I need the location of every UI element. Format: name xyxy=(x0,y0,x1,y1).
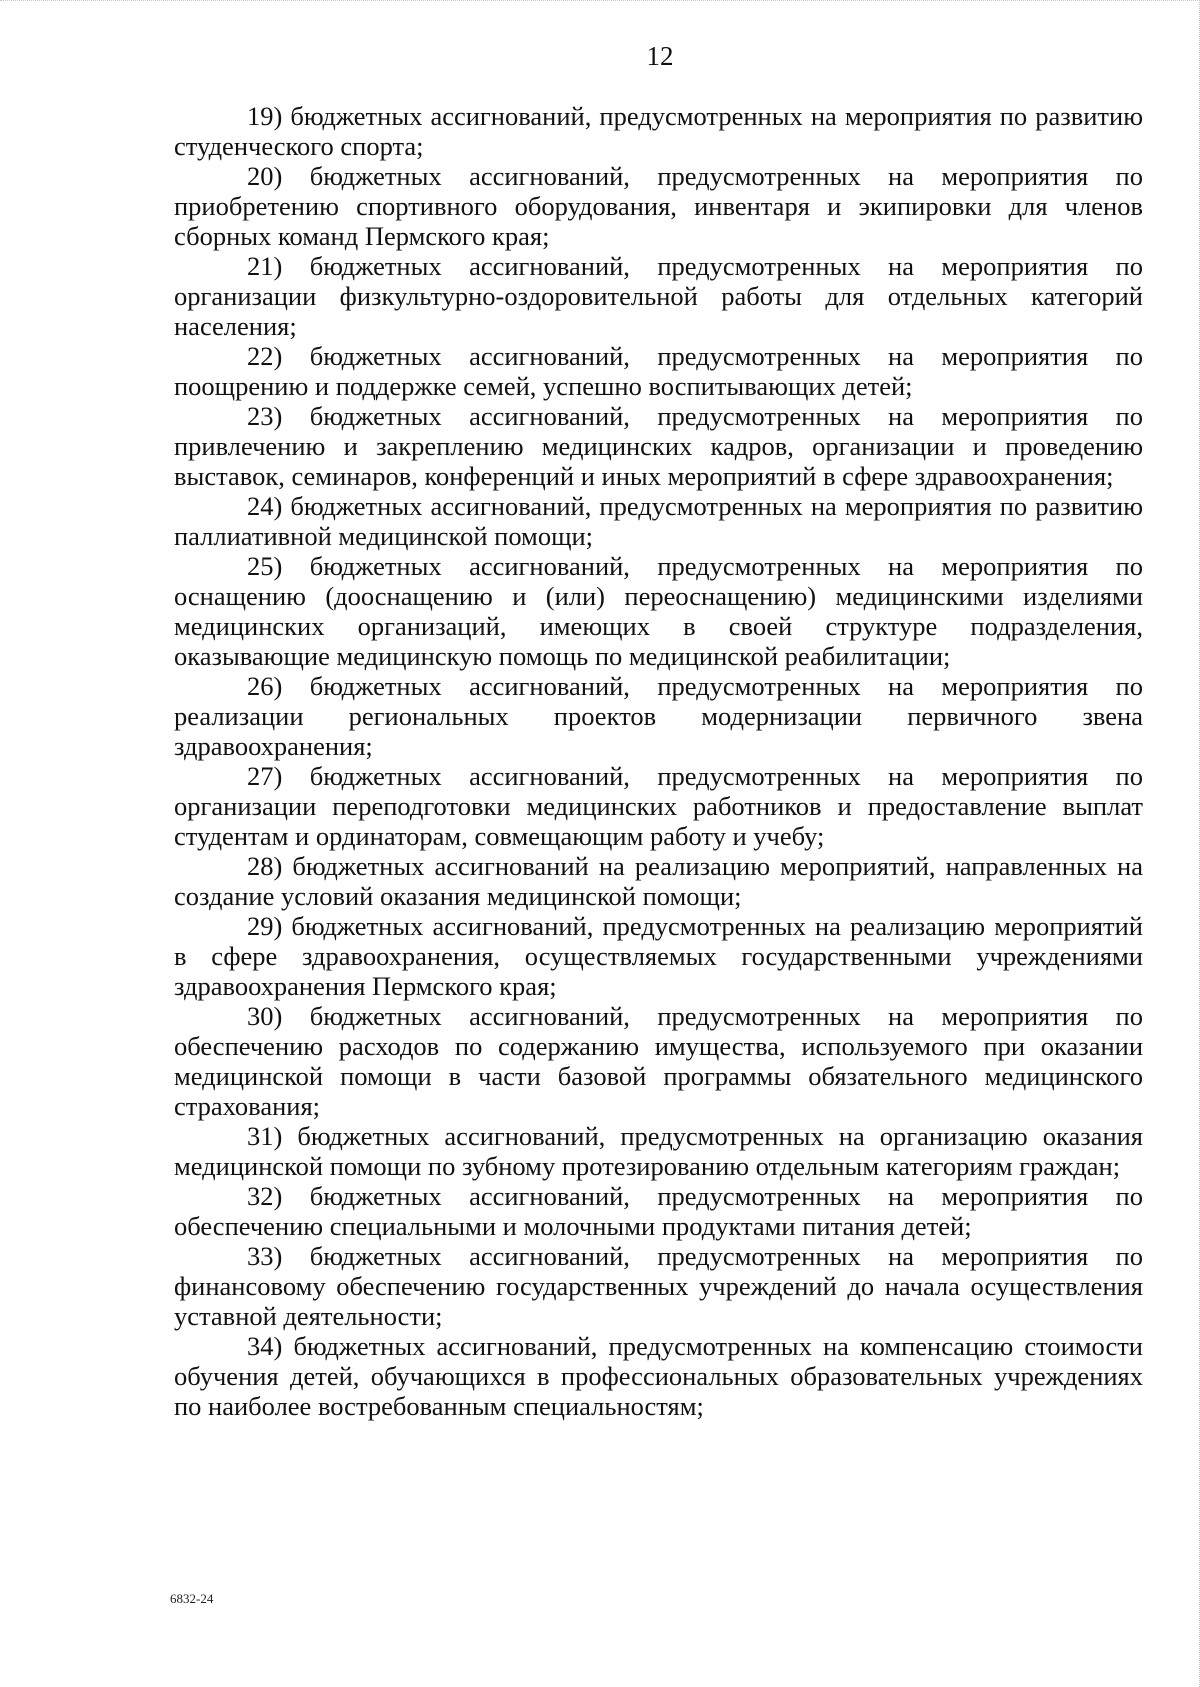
list-item: 19) бюджетных ассигнований, предусмотренных на мероприятия по развитию студенческого спорта; xyxy=(174,101,1143,161)
list-item: 26) бюджетных ассигнований, предусмотренных на мероприятия по реализации региональных проектов модернизации первичного звена здравоохранения; xyxy=(174,671,1143,761)
list-item: 33) бюджетных ассигнований, предусмотренных на мероприятия по финансовому обеспечению государственных учреждений до начала осуществления уставной деятельности; xyxy=(174,1241,1143,1331)
list-item: 22) бюджетных ассигнований, предусмотренных на мероприятия по поощрению и поддержке семей, успешно воспитывающих детей; xyxy=(174,341,1143,401)
list-item: 27) бюджетных ассигнований, предусмотренных на мероприятия по организации переподготовки медицинских работников и предоставление выплат студентам и ординаторам, совмещающим работу и учебу; xyxy=(174,761,1143,851)
list-item: 28) бюджетных ассигнований на реализацию мероприятий, направленных на создание условий оказания медицинской помощи; xyxy=(174,851,1143,911)
list-item: 32) бюджетных ассигнований, предусмотренных на мероприятия по обеспечению специальными и молочными продуктами питания детей; xyxy=(174,1181,1143,1241)
list-item: 34) бюджетных ассигнований, предусмотренных на компенсацию стоимости обучения детей, обучающихся в профессиональных образовательных учреждениях по наиболее востребованным специальностям; xyxy=(174,1331,1143,1421)
list-item: 30) бюджетных ассигнований, предусмотренных на мероприятия по обеспечению расходов по содержанию имущества, используемого при оказании медицинской помощи в части базовой программы обязательного медицинского страхования; xyxy=(174,1001,1143,1121)
list-item: 21) бюджетных ассигнований, предусмотренных на мероприятия по организации физкультурно-оздоровительной работы для отдельных категорий населения; xyxy=(174,251,1143,341)
document-body xyxy=(174,101,1143,1421)
list-item: 31) бюджетных ассигнований, предусмотренных на организацию оказания медицинской помощи по зубному протезированию отдельным категориям граждан; xyxy=(174,1121,1143,1181)
list-item: 29) бюджетных ассигнований, предусмотренных на реализацию мероприятий в сфере здравоохранения, осуществляемых государственными учреждениями здравоохранения Пермского края; xyxy=(174,911,1143,1001)
document-code: 6832-24 xyxy=(170,1591,214,1606)
list-item: 23) бюджетных ассигнований, предусмотренных на мероприятия по привлечению и закреплению медицинских кадров, организации и проведению выставок, семинаров, конференций и иных мероприятий в сфере здравоохранения; xyxy=(174,401,1143,491)
list-item: 20) бюджетных ассигнований, предусмотренных на мероприятия по приобретению спортивного оборудования, инвентаря и экипировки для членов сборных команд Пермского края; xyxy=(174,161,1143,251)
list-item: 25) бюджетных ассигнований, предусмотренных на мероприятия по оснащению (дооснащению и (или) переоснащению) медицинскими изделиями медицинских организаций, имеющих в своей структуре подразделения, оказывающие медицинскую помощь по медицинской реабилитации; xyxy=(174,551,1143,671)
page-number: 12 xyxy=(646,41,674,71)
list-item: 24) бюджетных ассигнований, предусмотренных на мероприятия по развитию паллиативной медицинской помощи; xyxy=(174,491,1143,551)
